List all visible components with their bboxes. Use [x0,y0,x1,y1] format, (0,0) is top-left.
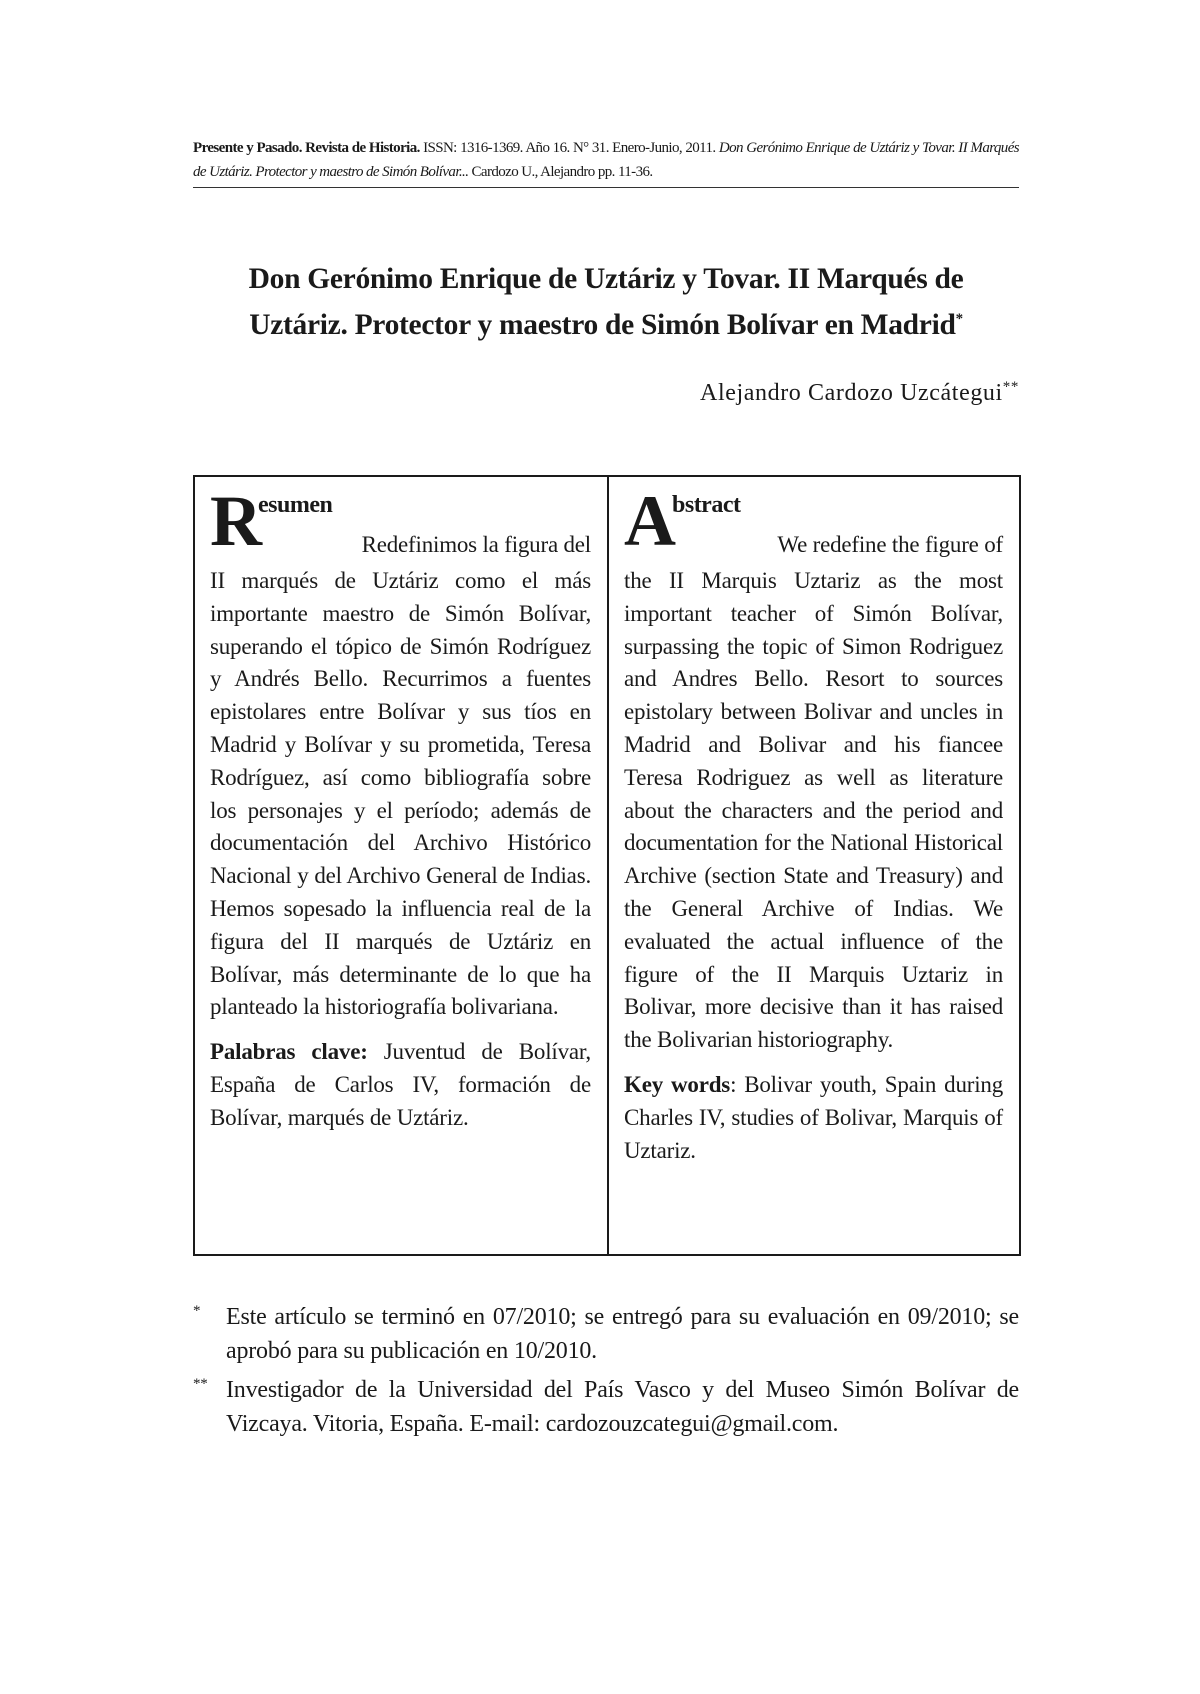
abstract-heading-rest: bstract [672,492,741,518]
article-reference: Don Gerónimo Enrique de Uztáriz y Tovar. II Marqués de Uztáriz. Protector y maestro de Simón Bolívar... [193,140,1019,180]
keywords-text: Juventud de Bolívar, España de Carlos IV, formación de Bolívar, marqués de Uztáriz. [210,1039,591,1130]
title-line-2: Uztáriz. Protector y maestro de Simón Bolívar en Madrid [249,309,956,341]
footnotes [193,1300,1019,1446]
author-name: Alejandro Cardozo Uzcátegui [700,380,1003,406]
resumen-heading-rest: esumen [258,492,333,518]
keywords-label: Palabras clave: [210,1039,368,1065]
footnote-2 [193,1373,1019,1441]
running-header [193,136,1019,188]
title-line-1: Don Gerónimo Enrique de Uztáriz y Tovar. II Marqués de [248,263,964,295]
footnote-1 [193,1300,1019,1368]
resumen-heading [210,481,591,569]
resumen-keywords [210,1036,591,1134]
abstract-column [607,477,1019,1254]
footnote-text: Este artículo se terminó en 07/2010; se entregó para su evaluación en 09/2010; se aprobó para su publicación en 10/2010. [226,1304,1019,1364]
abstract-dropcap: A [624,481,676,561]
resumen-dropcap: R [210,481,262,561]
author-footnote-mark[interactable]: ** [1002,379,1019,395]
resumen-body: II marqués de Uztáriz como el más importante maestro de Simón Bolívar, superando el tópico de Simón Rodríguez y Andrés Bello. Recurrimos a fuentes epistolares entre Bolívar y sus tíos en Madrid y Bolívar y su prometida, Teresa Rodríguez, así como bibliografía sobre los personajes y el período; además de documentación del Archivo Histórico Nacional y del Archivo General de Indias. Hemos sopesado la influencia real de la figura del II marqués de Uztáriz en Bolívar, más determinante de lo que ha planteado la historiografía bolivariana. [210,568,591,1020]
citation-pages: Cardozo U., Alejandro pp. 11-36. [468,164,653,180]
keywords-label: Key words [624,1071,731,1097]
footnote-mark: ** [193,1376,208,1392]
abstract-body: the II Marquis Uztariz as the most important teacher of Simón Bolívar, surpassing the topic of Simon Rodriguez and Andres Bello. Resort to sources epistolary between Bolivar and uncles in Madrid and Bolivar and his fiancee Teresa Rodriguez as well as literature about the characters and the period and documentation for the National Historical Archive (section State and Treasury) and the General Archive of Indias. We evaluated the actual influence of the figure of the II Marquis Uztariz in Bolivar, more decisive than it has raised the Bolivarian historiography. [624,568,1003,1053]
abstract-keywords [624,1069,1003,1167]
title-footnote-mark[interactable]: * [955,311,963,328]
resumen-column [195,477,607,1254]
article-title [193,256,1019,348]
abstract-box [193,475,1021,1256]
footnote-text: Investigador de la Universidad del País Vasco y del Museo Simón Bolívar de Vizcaya. Vitoria, España. E-mail: cardozouzcategui@gmail.com. [226,1377,1019,1437]
issue-info: ISSN: 1316-1369. Año 16. N° 31. Enero-Junio, 2011. [419,140,719,156]
resumen-first-line: Redefinimos la figura del [361,532,591,557]
keywords-text: : Bolivar youth, Spain during Charles IV, studies of Bolivar, Marquis of Uztariz. [624,1071,1003,1163]
journal-name: Presente y Pasado. Revista de Historia. [193,140,420,156]
abstract-first-line: We redefine the figure of [777,532,1003,557]
author-byline [700,380,1019,407]
abstract-heading [624,481,1003,569]
footnote-mark: * [193,1303,201,1319]
